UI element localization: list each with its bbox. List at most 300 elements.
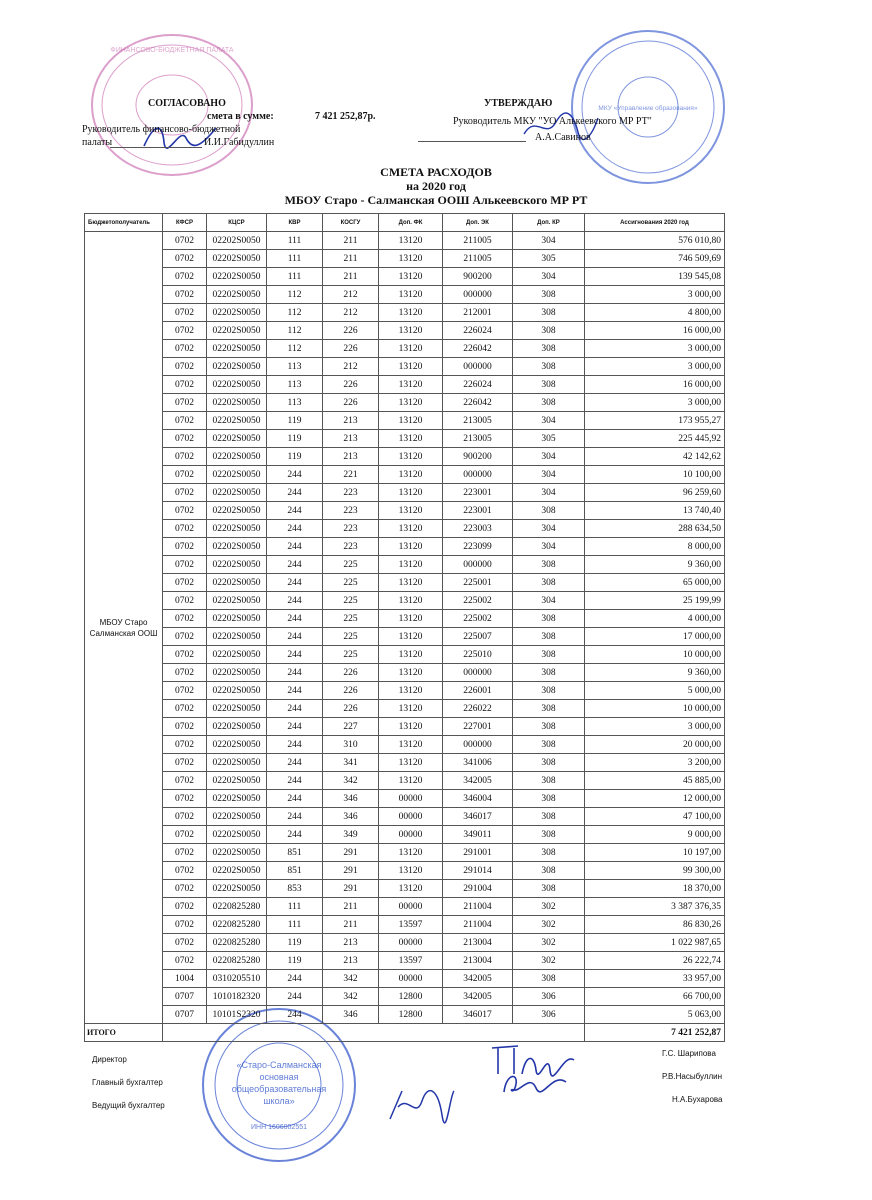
cell-dop-fk: 13120 [379,772,443,790]
cell-kvr: 853 [267,880,323,898]
cell-kosgu: 226 [323,394,379,412]
table-row [85,538,725,556]
cell-kfsr: 0702 [163,232,207,250]
cell-dop-ek: 349011 [443,826,513,844]
signature-leading-accountant [386,1085,456,1125]
cell-kosgu: 226 [323,700,379,718]
cell-allocation: 10 197,00 [585,844,725,862]
cell-dop-ek: 226024 [443,322,513,340]
cell-dop-fk: 13120 [379,358,443,376]
cell-dop-kr: 308 [513,718,585,736]
cell-kosgu: 223 [323,502,379,520]
signature-chief-accountant [500,1068,570,1098]
cell-kcsr: 02202S0050 [207,412,267,430]
cell-kosgu: 226 [323,664,379,682]
cell-allocation: 26 222,74 [585,952,725,970]
table-row [85,268,725,286]
cell-dop-fk: 13120 [379,754,443,772]
cell-dop-kr: 308 [513,502,585,520]
cell-dop-ek: 213005 [443,412,513,430]
cell-dop-kr: 308 [513,736,585,754]
cell-dop-kr: 304 [513,520,585,538]
cell-dop-fk: 13120 [379,736,443,754]
table-row [85,430,725,448]
cell-dop-ek: 900200 [443,448,513,466]
cell-kvr: 244 [267,484,323,502]
cell-kosgu: 291 [323,862,379,880]
cell-allocation: 8 000,00 [585,538,725,556]
cell-dop-kr: 308 [513,970,585,988]
table-row [85,772,725,790]
header-dop-fk: Доп. ФК [379,214,443,232]
cell-kfsr: 0702 [163,754,207,772]
cell-allocation: 86 830,26 [585,916,725,934]
cell-dop-ek: 000000 [443,556,513,574]
cell-kfsr: 0702 [163,430,207,448]
cell-kvr: 244 [267,502,323,520]
cell-kvr: 851 [267,844,323,862]
cell-kosgu: 223 [323,484,379,502]
cell-kfsr: 0702 [163,808,207,826]
cell-dop-ek: 341006 [443,754,513,772]
cell-kosgu: 211 [323,232,379,250]
cell-allocation: 173 955,27 [585,412,725,430]
cell-dop-kr: 308 [513,340,585,358]
cell-kfsr: 0702 [163,880,207,898]
cell-dop-fk: 13120 [379,466,443,484]
cell-kosgu: 346 [323,790,379,808]
cell-kcsr: 02202S0050 [207,790,267,808]
cell-kosgu: 213 [323,430,379,448]
cell-allocation: 96 259,60 [585,484,725,502]
table-row [85,826,725,844]
table-header-row [85,214,725,232]
cell-kcsr: 02202S0050 [207,574,267,592]
cell-dop-fk: 13120 [379,430,443,448]
approval-sum-label: смета в сумме: [207,111,274,122]
signature-name-chief-accountant: Р.В.Насыбуллин [662,1072,723,1081]
cell-dop-fk: 13120 [379,484,443,502]
cell-allocation: 47 100,00 [585,808,725,826]
stamp-education-department-text: МКУ «Управление образования» [598,105,698,112]
cell-kcsr: 0220825280 [207,916,267,934]
cell-dop-ek: 227001 [443,718,513,736]
cell-dop-kr: 308 [513,394,585,412]
cell-allocation: 42 142,62 [585,448,725,466]
cell-dop-kr: 306 [513,988,585,1006]
cell-dop-fk: 13120 [379,268,443,286]
cell-kosgu: 211 [323,898,379,916]
cell-allocation: 225 445,92 [585,430,725,448]
cell-kcsr: 02202S0050 [207,646,267,664]
cell-dop-kr: 304 [513,232,585,250]
cell-dop-ek: 346004 [443,790,513,808]
cell-kosgu: 225 [323,574,379,592]
table-row [85,412,725,430]
cell-kfsr: 0702 [163,952,207,970]
cell-kvr: 113 [267,376,323,394]
cell-dop-ek: 000000 [443,466,513,484]
cell-dop-fk: 00000 [379,808,443,826]
cell-kosgu: 342 [323,988,379,1006]
table-row [85,898,725,916]
cell-dop-ek: 226042 [443,340,513,358]
cell-recipient: МБОУ Старо Салманская ООШ [85,232,163,1024]
cell-kvr: 244 [267,772,323,790]
table-row [85,916,725,934]
cell-dop-ek: 346017 [443,1006,513,1024]
table-row [85,934,725,952]
cell-kvr: 244 [267,754,323,772]
cell-dop-kr: 308 [513,844,585,862]
cell-kosgu: 225 [323,610,379,628]
cell-kosgu: 226 [323,322,379,340]
cell-dop-fk: 13120 [379,412,443,430]
cell-kvr: 244 [267,664,323,682]
cell-allocation: 3 000,00 [585,358,725,376]
cell-dop-kr: 308 [513,304,585,322]
cell-kcsr: 02202S0050 [207,430,267,448]
cell-dop-fk: 13120 [379,376,443,394]
cell-kfsr: 0702 [163,250,207,268]
cell-dop-ek: 900200 [443,268,513,286]
cell-kfsr: 0702 [163,736,207,754]
cell-kcsr: 02202S0050 [207,700,267,718]
cell-kfsr: 0702 [163,844,207,862]
cell-dop-kr: 308 [513,754,585,772]
cell-kfsr: 0702 [163,772,207,790]
cell-kosgu: 213 [323,448,379,466]
cell-kcsr: 02202S0050 [207,808,267,826]
cell-dop-ek: 211004 [443,898,513,916]
table-row [85,718,725,736]
cell-kcsr: 02202S0050 [207,718,267,736]
signature-name-leading-accountant: Н.А.Бухарова [672,1095,723,1104]
cell-dop-fk: 13120 [379,574,443,592]
cell-kvr: 244 [267,1006,323,1024]
cell-kosgu: 291 [323,844,379,862]
cell-dop-fk: 13120 [379,844,443,862]
stamp-school-inn: ИНН 1606002551 [250,1124,308,1131]
cell-dop-kr: 308 [513,772,585,790]
cell-kvr: 112 [267,322,323,340]
cell-dop-ek: 226022 [443,700,513,718]
cell-kosgu: 342 [323,772,379,790]
cell-kcsr: 02202S0050 [207,664,267,682]
cell-kosgu: 223 [323,520,379,538]
approval-left-signature-line [110,147,202,148]
cell-dop-fk: 13120 [379,304,443,322]
cell-kcsr: 02202S0050 [207,556,267,574]
cell-dop-ek: 213004 [443,952,513,970]
cell-allocation: 288 634,50 [585,520,725,538]
cell-kvr: 111 [267,250,323,268]
cell-kvr: 244 [267,808,323,826]
cell-kfsr: 0702 [163,268,207,286]
cell-dop-ek: 225002 [443,610,513,628]
cell-kcsr: 02202S0050 [207,736,267,754]
cell-dop-fk: 13120 [379,646,443,664]
cell-allocation: 9 360,00 [585,556,725,574]
cell-kfsr: 0702 [163,916,207,934]
header-allocations: Ассигнования 2020 год [585,214,725,232]
table-row [85,646,725,664]
table-row [85,700,725,718]
cell-kcsr: 02202S0050 [207,754,267,772]
approval-left-role-line2: палаты [82,137,113,148]
cell-allocation: 17 000,00 [585,628,725,646]
cell-dop-ek: 291004 [443,880,513,898]
cell-kvr: 111 [267,268,323,286]
cell-kvr: 244 [267,790,323,808]
cell-allocation: 5 063,00 [585,1006,725,1024]
cell-allocation: 16 000,00 [585,376,725,394]
cell-kosgu: 349 [323,826,379,844]
header-kosgu: КОСГУ [323,214,379,232]
cell-kcsr: 02202S0050 [207,610,267,628]
table-row [85,556,725,574]
budget-table-body [85,232,725,1042]
table-row [85,880,725,898]
cell-kosgu: 225 [323,592,379,610]
cell-kcsr: 02202S0050 [207,358,267,376]
header-dop-ek: Доп. ЭК [443,214,513,232]
cell-kcsr: 02202S0050 [207,376,267,394]
cell-kcsr: 02202S0050 [207,826,267,844]
cell-dop-ek: 223001 [443,502,513,520]
cell-dop-kr: 308 [513,808,585,826]
cell-kvr: 111 [267,916,323,934]
table-row [85,376,725,394]
cell-kosgu: 211 [323,250,379,268]
cell-dop-kr: 305 [513,250,585,268]
total-value: 7 421 252,87 [585,1024,725,1042]
approval-sum-value: 7 421 252,87р. [315,111,376,122]
cell-kvr: 244 [267,736,323,754]
total-label: ИТОГО [85,1024,163,1042]
cell-kfsr: 0702 [163,286,207,304]
signature-name-director: Г.С. Шарипова [662,1049,716,1058]
cell-kcsr: 02202S0050 [207,448,267,466]
cell-allocation: 3 000,00 [585,340,725,358]
table-total-row [85,1024,725,1042]
cell-dop-ek: 223099 [443,538,513,556]
table-row [85,394,725,412]
cell-kcsr: 02202S0050 [207,772,267,790]
cell-dop-ek: 225007 [443,628,513,646]
cell-kcsr: 02202S0050 [207,628,267,646]
cell-dop-ek: 342005 [443,988,513,1006]
table-row [85,250,725,268]
cell-dop-fk: 00000 [379,934,443,952]
cell-allocation: 18 370,00 [585,880,725,898]
cell-kfsr: 0702 [163,934,207,952]
cell-kvr: 111 [267,898,323,916]
cell-dop-kr: 308 [513,700,585,718]
cell-dop-fk: 13120 [379,394,443,412]
cell-dop-ek: 212001 [443,304,513,322]
cell-kvr: 244 [267,538,323,556]
cell-allocation: 746 509,69 [585,250,725,268]
approval-right-name: А.А.Савинов [535,132,591,143]
table-row [85,970,725,988]
cell-dop-kr: 308 [513,880,585,898]
table-row [85,466,725,484]
cell-dop-fk: 13120 [379,340,443,358]
cell-allocation: 10 100,00 [585,466,725,484]
cell-allocation: 12 000,00 [585,790,725,808]
cell-dop-fk: 13120 [379,322,443,340]
cell-kcsr: 02202S0050 [207,484,267,502]
cell-allocation: 576 010,80 [585,232,725,250]
cell-dop-ek: 226042 [443,394,513,412]
approval-right-signature-line [418,141,526,142]
cell-kcsr: 02202S0050 [207,592,267,610]
cell-kvr: 111 [267,232,323,250]
cell-dop-kr: 308 [513,646,585,664]
cell-allocation: 3 000,00 [585,718,725,736]
cell-allocation: 3 000,00 [585,286,725,304]
cell-dop-ek: 225010 [443,646,513,664]
cell-dop-fk: 13120 [379,592,443,610]
cell-dop-kr: 308 [513,358,585,376]
cell-dop-fk: 13120 [379,718,443,736]
table-row [85,304,725,322]
approval-left-role-line1: Руководитель финансово-бюджетной [82,124,241,135]
cell-dop-kr: 302 [513,898,585,916]
cell-dop-kr: 308 [513,610,585,628]
cell-dop-fk: 13597 [379,952,443,970]
cell-kvr: 112 [267,286,323,304]
cell-allocation: 3 200,00 [585,754,725,772]
cell-dop-ek: 223003 [443,520,513,538]
cell-dop-fk: 00000 [379,970,443,988]
cell-kfsr: 0702 [163,592,207,610]
cell-kvr: 244 [267,988,323,1006]
cell-dop-fk: 13120 [379,232,443,250]
cell-allocation: 4 800,00 [585,304,725,322]
cell-dop-fk: 00000 [379,790,443,808]
cell-kosgu: 221 [323,466,379,484]
cell-kcsr: 02202S0050 [207,394,267,412]
cell-dop-kr: 304 [513,268,585,286]
cell-kvr: 244 [267,970,323,988]
cell-dop-ek: 000000 [443,664,513,682]
cell-kcsr: 02202S0050 [207,322,267,340]
table-row [85,610,725,628]
cell-kvr: 244 [267,628,323,646]
cell-kosgu: 213 [323,952,379,970]
cell-kfsr: 1004 [163,970,207,988]
table-row [85,502,725,520]
cell-dop-kr: 304 [513,592,585,610]
cell-dop-ek: 000000 [443,286,513,304]
table-row [85,790,725,808]
cell-kosgu: 212 [323,286,379,304]
cell-kvr: 244 [267,574,323,592]
cell-dop-kr: 308 [513,862,585,880]
cell-dop-kr: 304 [513,538,585,556]
cell-allocation: 139 545,08 [585,268,725,286]
header-dop-kr: Доп. КР [513,214,585,232]
cell-dop-fk: 13120 [379,520,443,538]
cell-kosgu: 226 [323,682,379,700]
cell-kfsr: 0702 [163,898,207,916]
cell-dop-fk: 13120 [379,880,443,898]
cell-kosgu: 212 [323,304,379,322]
document-year: на 2020 год [406,179,466,193]
stamp-school-line-2: основная [259,1072,299,1082]
table-row [85,736,725,754]
cell-kcsr: 02202S0050 [207,844,267,862]
cell-kcsr: 02202S0050 [207,538,267,556]
cell-kosgu: 211 [323,268,379,286]
signature-role-leading-accountant: Ведущий бухгалтер [92,1101,165,1110]
cell-allocation: 3 000,00 [585,394,725,412]
table-row [85,448,725,466]
cell-kcsr: 0220825280 [207,934,267,952]
cell-kcsr: 02202S0050 [207,268,267,286]
cell-dop-ek: 211004 [443,916,513,934]
cell-kcsr: 02202S0050 [207,502,267,520]
cell-allocation: 9 360,00 [585,664,725,682]
cell-allocation: 20 000,00 [585,736,725,754]
cell-kvr: 244 [267,700,323,718]
cell-kfsr: 0702 [163,556,207,574]
cell-allocation: 4 000,00 [585,610,725,628]
cell-kfsr: 0702 [163,412,207,430]
table-row [85,664,725,682]
cell-dop-fk: 13120 [379,286,443,304]
cell-kosgu: 213 [323,412,379,430]
cell-dop-ek: 225002 [443,592,513,610]
cell-kosgu: 342 [323,970,379,988]
cell-kcsr: 02202S0050 [207,682,267,700]
cell-kfsr: 0702 [163,340,207,358]
cell-allocation: 25 199,99 [585,592,725,610]
cell-dop-fk: 13120 [379,682,443,700]
cell-dop-ek: 225001 [443,574,513,592]
cell-kosgu: 346 [323,808,379,826]
table-row [85,592,725,610]
cell-kfsr: 0702 [163,538,207,556]
cell-kvr: 244 [267,610,323,628]
cell-kfsr: 0702 [163,574,207,592]
cell-dop-kr: 308 [513,628,585,646]
cell-dop-fk: 13120 [379,448,443,466]
cell-dop-kr: 304 [513,484,585,502]
cell-kcsr: 10101S2320 [207,1006,267,1024]
approval-right-heading: УТВЕРЖДАЮ [484,98,553,109]
cell-kfsr: 0702 [163,664,207,682]
cell-kcsr: 02202S0050 [207,286,267,304]
cell-kfsr: 0702 [163,304,207,322]
document-title: СМЕТА РАСХОДОВ [380,165,492,179]
cell-dop-ek: 291014 [443,862,513,880]
stamp-education-department [568,28,728,186]
cell-kfsr: 0702 [163,610,207,628]
cell-allocation: 66 700,00 [585,988,725,1006]
cell-allocation: 3 387 376,35 [585,898,725,916]
cell-kosgu: 291 [323,880,379,898]
cell-allocation: 9 000,00 [585,826,725,844]
table-row [85,322,725,340]
cell-dop-kr: 308 [513,574,585,592]
cell-kfsr: 0702 [163,826,207,844]
cell-dop-fk: 13120 [379,628,443,646]
table-row [85,628,725,646]
cell-dop-kr: 302 [513,916,585,934]
